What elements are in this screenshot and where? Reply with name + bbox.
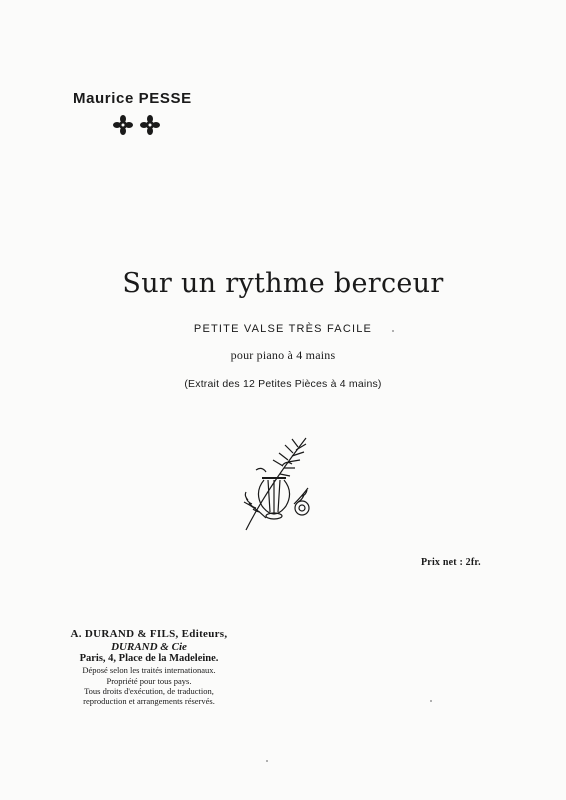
piece-subtitle: PETITE VALSE TRÈS FACILE — [193, 323, 373, 335]
copyright-note: Déposé selon les traités internationaux. — [82, 665, 216, 676]
paper-speck — [392, 330, 394, 332]
publisher-name: A. DURAND & FILS, Editeurs, — [70, 628, 228, 640]
publisher-address: Paris, 4, Place de la Madeleine. — [79, 653, 219, 665]
instrumentation: pour piano à 4 mains — [230, 348, 336, 362]
paper-speck — [266, 760, 268, 762]
price-label: Prix net : 2fr. — [421, 557, 481, 568]
paper-speck — [430, 700, 432, 702]
copyright-note: Tous droits d'exécution, de traduction, — [84, 685, 214, 696]
floral-ornament-icon — [112, 114, 164, 136]
publisher-imprint: DURAND & Cie — [111, 640, 187, 653]
extract-note: (Extrait des 12 Petites Pièces à 4 mains) — [184, 378, 382, 390]
copyright-note: reproduction et arrangements réservés. — [83, 695, 215, 706]
publisher-block — [64, 628, 234, 706]
composer-name: Maurice PESSE — [73, 90, 192, 107]
copyright-note: Propriété pour tous pays. — [106, 675, 192, 686]
piece-title: Sur un rythme berceur — [122, 268, 444, 299]
lyre-with-branches-icon — [236, 430, 316, 538]
